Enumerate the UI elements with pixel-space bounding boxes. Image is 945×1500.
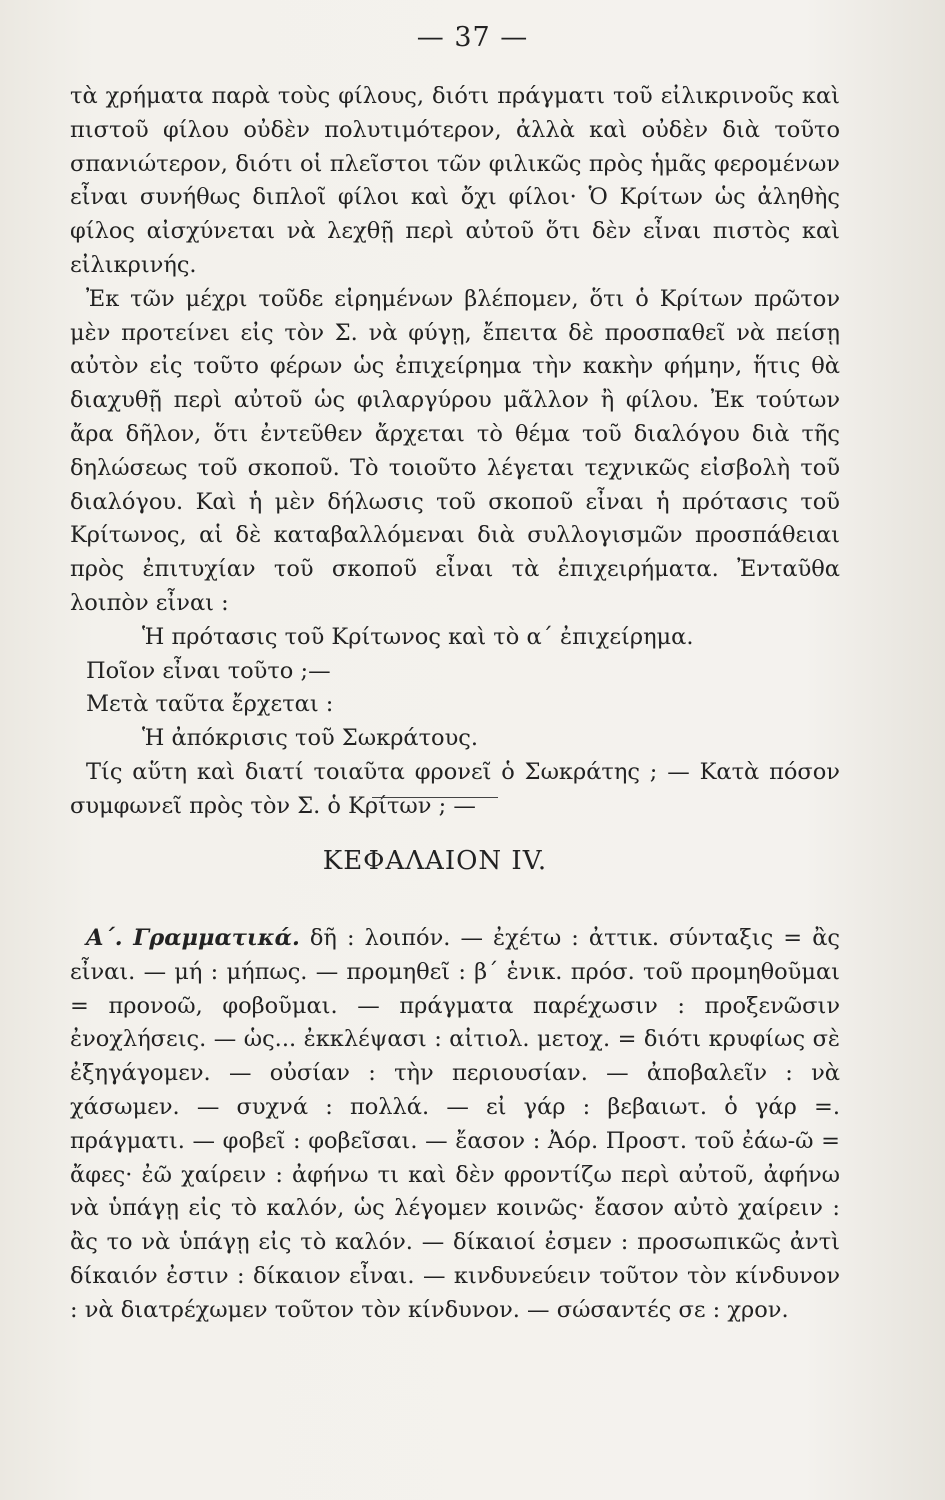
grammar-paragraph — [70, 922, 840, 1328]
section-divider — [372, 797, 498, 798]
main-text — [70, 80, 840, 824]
subheading-apokrisis: Ἡ ἀπόκρισις τοῦ Σωκράτους. — [142, 725, 479, 752]
paragraph-questions: Τίς αὕτη καὶ διατί τοιαῦτα φρονεῖ ὁ Σωκράτης ; — Κατὰ πόσον συμφωνεῖ πρὸς τὸν Σ. ὁ Κρίτων ; — — [70, 758, 840, 819]
subheading-protasis: Ἡ πρότασις τοῦ Κρίτωνος καὶ τὸ α΄ ἐπιχείρημα. — [142, 623, 694, 650]
grammar-label: Α΄. Γραμματικά. — [86, 925, 300, 951]
page-number: — 37 — — [416, 22, 529, 53]
transition-line: Μετὰ ταῦτα ἔρχεται : — [86, 691, 334, 718]
paragraph-1: τὰ χρήματα παρὰ τοὺς φίλους, διότι πράγματι τοῦ εἰλικρινοῦς καὶ πιστοῦ φίλου οὐδὲν πολυτιμότερον, ἀλλὰ καὶ οὐδὲν διὰ τοῦτο σπανιώτερον, διότι οἱ πλεῖστοι τῶν φιλικῶς πρὸς ἡμᾶς φερομένων εἶναι συνήθως διπλοῖ φίλοι καὶ ὄχι φίλοι· Ὁ Κρίτων ὡς ἀληθὴς φίλος αἰσχύνεται νὰ λεχθῇ περὶ αὐτοῦ ὅτι δὲν εἶναι πιστὸς καὶ εἰλικρινής. — [70, 83, 840, 278]
grammar-section — [70, 922, 840, 1328]
paragraph-2: Ἐκ τῶν μέχρι τοῦδε εἰρημένων βλέπομεν, ὅτι ὁ Κρίτων πρῶτον μὲν προτείνει εἰς τὸν Σ. νὰ φύγῃ, ἔπειτα δὲ προσπαθεῖ νὰ πείσῃ αὐτὸν εἰς τοῦτο φέρων ὡς ἐπιχείρημα τὴν κακὴν φήμην, ἥτις θὰ διαχυθῇ περὶ αὐτοῦ ὡς φιλαργύρου μᾶλλον ἢ φίλου. Ἐκ τούτων ἄρα δῆλον, ὅτι ἐντεῦθεν ἄρχεται τὸ θέμα τοῦ διαλόγου διὰ τῆς δηλώσεως τοῦ σκοποῦ. Τὸ τοιοῦτο λέγεται τεχνικῶς εἰσβολὴ τοῦ διαλόγου. Καὶ ἡ μὲν δήλωσις τοῦ σκοποῦ εἶναι ἡ πρότασις τοῦ Κρίτωνος, αἱ δὲ καταβαλλόμεναι διὰ συλλογισμῶν προσπάθειαι πρὸς ἐπιτυχίαν τοῦ σκοποῦ εἶναι τὰ ἐπιχειρήματα. Ἐνταῦθα λοιπὸν εἶναι : — [70, 285, 840, 616]
grammar-text: δῆ : λοιπόν. — ἐχέτω : ἀττικ. σύνταξις = ἂς εἶναι. — μή : μήπως. — προμηθεῖ : β΄ ἑνικ. πρόσ. τοῦ προμηθοῦμαι = προνοῶ, φοβοῦμαι. — πράγματα παρέχωσιν : προξενῶσιν ἐνοχλήσεις. — ὡς... ἐκκλέψασι : αἰτιολ. μετοχ. = διότι κρυφίως σὲ ἐξηγάγομεν. — οὐσίαν : τὴν περιουσίαν. — ἀποβαλεῖν : νὰ χάσωμεν. — συχνά : πολλά. — εἰ γάρ : βεβαιωτ. ὁ γάρ =. πράγματι. — φοβεῖ : φοβεῖσαι. — ἔασον : Ἀόρ. Προστ. τοῦ ἐάω-ῶ = ἄφες· ἐῶ χαίρειν : ἀφήνω τι καὶ δὲν φροντίζω περὶ αὐτοῦ, ἀφήνω νὰ ὑπάγῃ εἰς τὸ καλόν, ὡς λέγομεν κοινῶς· ἔασον αὐτὸ χαίρειν : ἂς το νὰ ὑπάγῃ εἰς τὸ καλόν. — δίκαιοί ἐσμεν : προσωπικῶς ἀντὶ δίκαιόν ἐστιν : δίκαιον εἶναι. — κινδυνεύειν τοῦτον τὸν κίνδυνον : νὰ διατρέχωμεν τοῦτον τὸν κίνδυνον. — σώσαντές σε : χρον. — [70, 925, 840, 1323]
question-line: Ποῖον εἶναι τοῦτο ;— — [86, 657, 331, 684]
chapter-title: ΚΕΦΑΛΑΙΟΝ IV. — [322, 846, 548, 876]
